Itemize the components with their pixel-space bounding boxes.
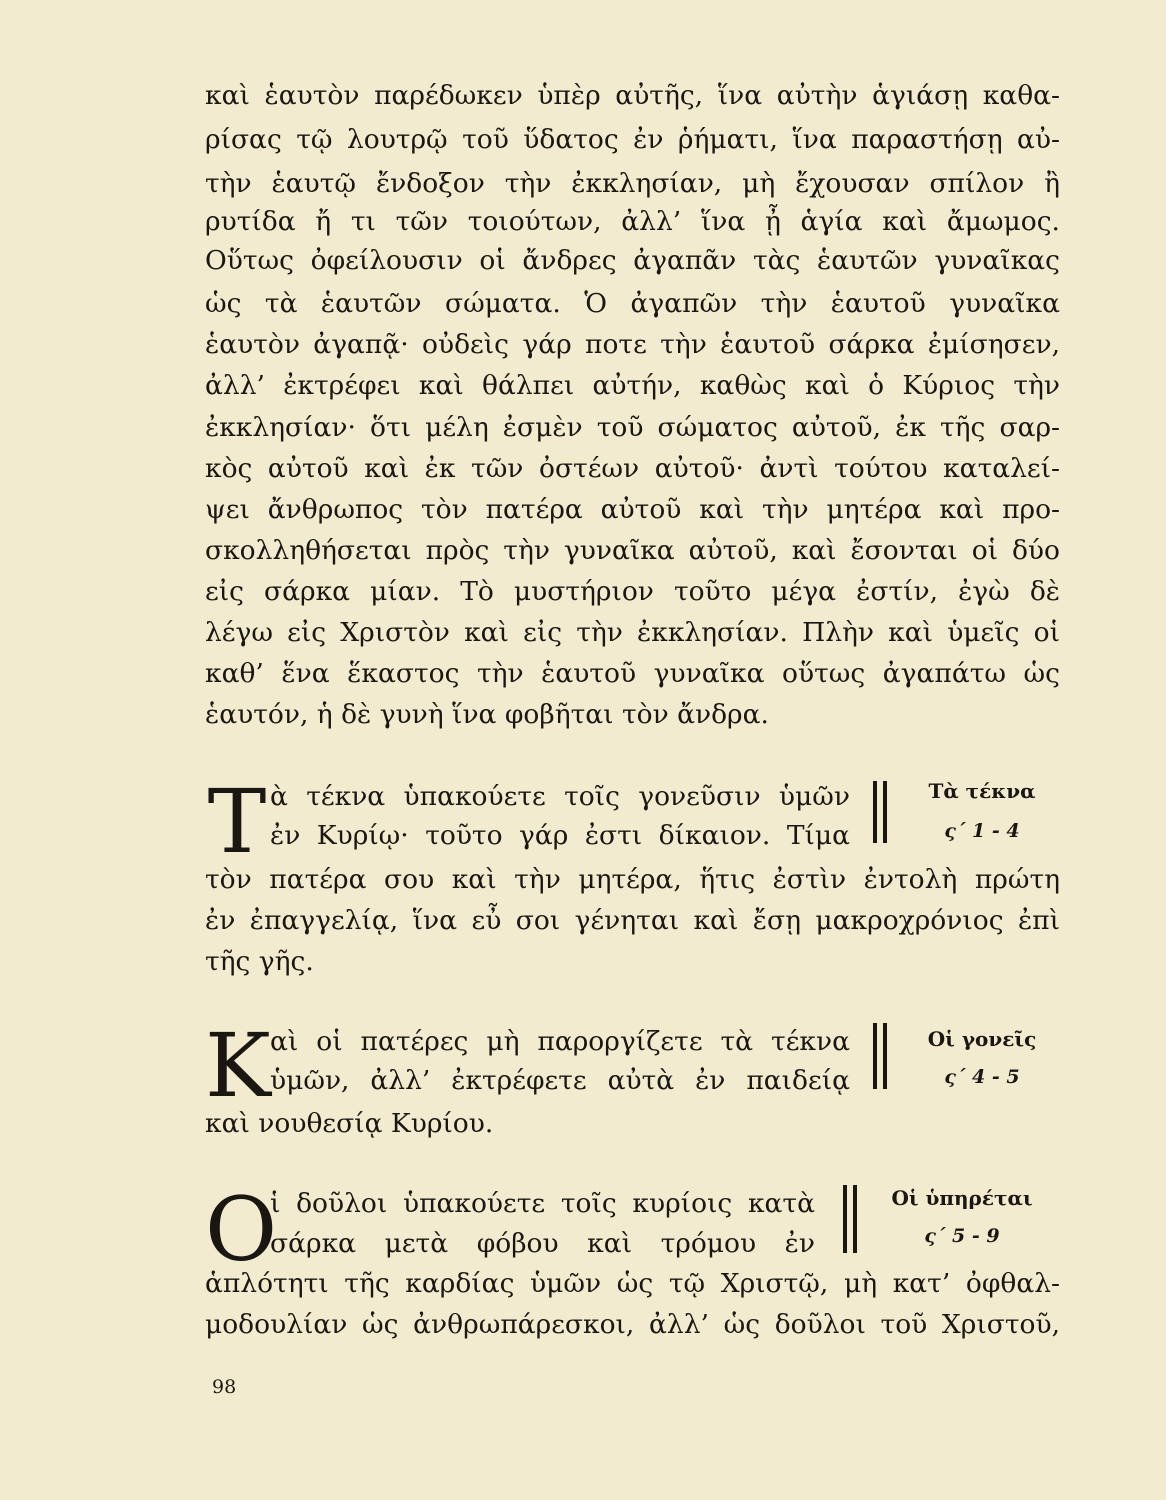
side-reference: ς΄ 4 - 5 xyxy=(944,1066,1020,1088)
text-line: ἱ δοῦλοι ὑπακούετε τοῖς κυρίοις κατὰ xyxy=(270,1188,815,1219)
text-line: σκολληθήσεται πρὸς τὴν γυναῖκα αὐτοῦ, καὶ ἔσονται οἱ δύο xyxy=(205,535,1060,566)
text-line: κὸς αὐτοῦ καὶ ἐκ τῶν ὀστέων αὐτοῦ· ἀντὶ τούτου καταλεί- xyxy=(205,453,1060,484)
text-line: ἐν ἐπαγγελίᾳ, ἵνα εὖ σοι γένηται καὶ ἔσῃ μακροχρόνιος ἐπὶ xyxy=(205,905,1060,936)
text-line: ρίσας τῷ λουτρῷ τοῦ ὕδατος ἐν ῥήματι, ἵνα παραστήσῃ αὐ- xyxy=(205,124,1060,155)
drop-cap: K xyxy=(205,1014,271,1117)
text-line: τὴν ἑαυτῷ ἔνδοξον τὴν ἐκκλησίαν, μὴ ἔχουσαν σπίλον ἢ xyxy=(205,168,1060,199)
margin-rule xyxy=(873,1023,877,1089)
page-number: 98 xyxy=(212,1376,237,1398)
drop-cap: T xyxy=(207,770,267,873)
text-line: ἐκκλησίαν· ὅτι μέλη ἐσμὲν τοῦ σώματος αὐτοῦ, ἐκ τῆς σαρ- xyxy=(205,412,1060,443)
text-line: καθ’ ἕνα ἕκαστος τὴν ἑαυτοῦ γυναῖκα οὕτως ἀγαπάτω ὡς xyxy=(205,658,1060,689)
text-line: ὰ τέκνα ὑπακούετε τοῖς γονεῦσιν ὑμῶν xyxy=(270,781,850,812)
text-line: καὶ ἑαυτὸν παρέδωκεν ὑπὲρ αὐτῆς, ἵνα αὐτὴν ἁγιάσῃ καθα- xyxy=(205,80,1060,111)
text-line: καὶ νουθεσίᾳ Κυρίου. xyxy=(205,1108,494,1139)
text-line: εἰς σάρκα μίαν. Τὸ μυστήριον τοῦτο μέγα ἐστίν, ἐγὼ δὲ xyxy=(205,576,1060,607)
text-line: ρυτίδα ἤ τι τῶν τοιούτων, ἀλλ’ ἵνα ᾖ ἁγία καὶ ἄμωμος. xyxy=(205,206,1060,237)
text-line: ὡς τὰ ἑαυτῶν σώματα. Ὁ ἀγαπῶν τὴν ἑαυτοῦ γυναῖκα xyxy=(205,288,1060,319)
text-line: ἀλλ’ ἐκτρέφει καὶ θάλπει αὐτήν, καθὼς καὶ ὁ Κύριος τὴν xyxy=(205,370,1060,401)
text-line: ψει ἄνθρωπος τὸν πατέρα αὐτοῦ καὶ τὴν μητέρα καὶ προ- xyxy=(205,494,1060,525)
text-line: ἁπλότητι τῆς καρδίας ὑμῶν ὡς τῷ Χριστῷ, μὴ κατ’ ὀφθαλ- xyxy=(205,1268,1060,1299)
text-line: λέγω εἰς Χριστὸν καὶ εἰς τὴν ἐκκλησίαν. Πλὴν καὶ ὑμεῖς οἱ xyxy=(205,617,1060,648)
margin-rule xyxy=(873,781,877,843)
text-line: ἑαυτὸν ἀγαπᾷ· οὐδεὶς γάρ ποτε τὴν ἑαυτοῦ σάρκα ἐμίσησεν, xyxy=(205,329,1060,360)
text-line: σάρκα μετὰ φόβου καὶ τρόμου ἐν xyxy=(270,1228,815,1259)
side-heading: Οἱ ὑπηρέται xyxy=(891,1186,1033,1210)
side-heading: Οἱ γονεῖς xyxy=(927,1027,1037,1051)
side-heading: Τὰ τέκνα xyxy=(928,779,1036,803)
side-reference: ς΄ 1 - 4 xyxy=(944,820,1020,842)
margin-rule xyxy=(853,1185,857,1253)
drop-cap: O xyxy=(205,1178,278,1281)
text-line: τῆς γῆς. xyxy=(205,946,314,977)
text-line: τὸν πατέρα σου καὶ τὴν μητέρα, ἥτις ἐστὶν ἐντολὴ πρώτη xyxy=(205,864,1060,895)
margin-rule xyxy=(843,1185,847,1253)
text-line: αὶ οἱ πατέρες μὴ παροργίζετε τὰ τέκνα xyxy=(270,1026,850,1057)
text-line: ἐν Κυρίῳ· τοῦτο γάρ ἐστι δίκαιον. Τίμα xyxy=(270,820,850,851)
text-line: ἑαυτόν, ἡ δὲ γυνὴ ἵνα φοβῆται τὸν ἄνδρα. xyxy=(205,699,769,730)
text-line: μοδουλίαν ὡς ἀνθρωπάρεσκοι, ἀλλ’ ὡς δοῦλοι τοῦ Χριστοῦ, xyxy=(205,1309,1060,1340)
side-reference: ς΄ 5 - 9 xyxy=(924,1225,1000,1247)
text-line: ὑμῶν, ἀλλ’ ἐκτρέφετε αὐτὰ ἐν παιδείᾳ xyxy=(270,1065,850,1096)
text-line: Οὕτως ὀφείλουσιν οἱ ἄνδρες ἀγαπᾶν τὰς ἑαυτῶν γυναῖκας xyxy=(205,245,1060,276)
